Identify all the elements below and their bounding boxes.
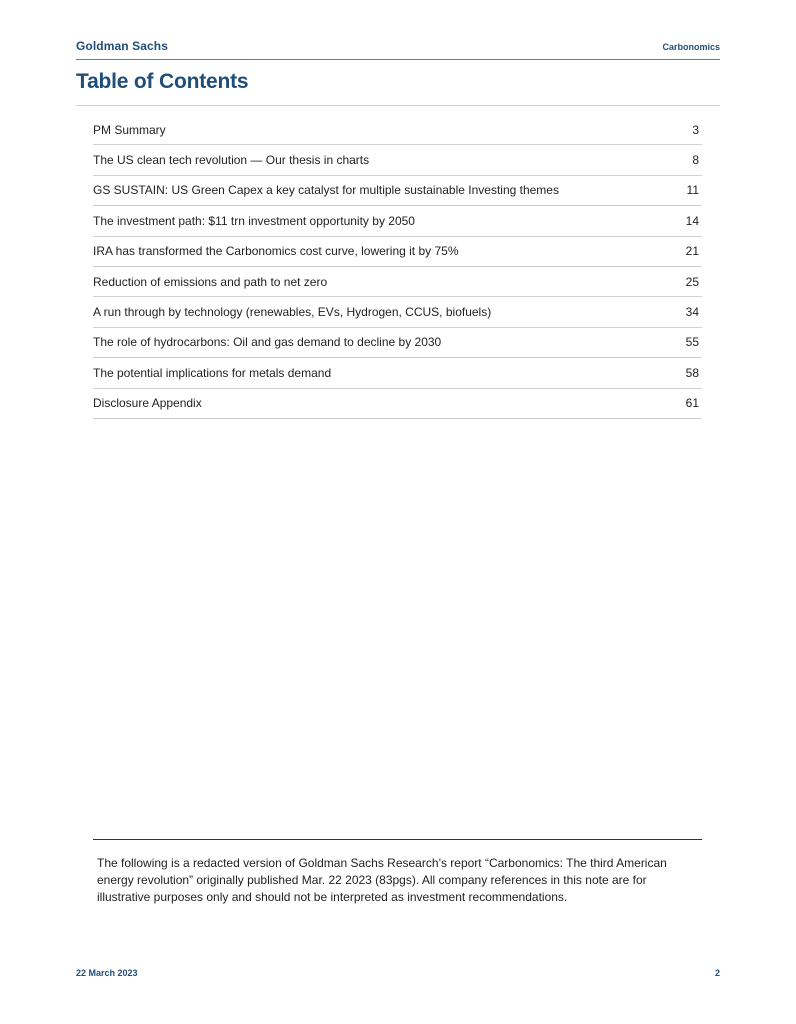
note-divider: [93, 839, 702, 840]
toc-entry-page: 34: [685, 305, 699, 320]
title-divider: [76, 105, 720, 106]
toc-entry-by-technology[interactable]: [93, 297, 702, 327]
toc-entry-label: The potential implications for metals demand: [93, 365, 332, 380]
toc-entry-label: The US clean tech revolution — Our thesis in charts: [93, 153, 370, 168]
toc-entry-page: 58: [685, 365, 699, 380]
toc-entry-page: 3: [692, 122, 699, 137]
toc-entry-metals-demand[interactable]: [93, 358, 702, 388]
header-brand: Goldman Sachs: [76, 39, 168, 53]
toc-entry-pm-summary[interactable]: [93, 115, 702, 145]
toc-list: [93, 115, 702, 419]
toc-entry-ira-cost-curve[interactable]: [93, 237, 702, 267]
toc-entry-label: The investment path: $11 trn investment opportunity by 2050: [93, 213, 415, 228]
toc-entry-page: 8: [692, 153, 699, 168]
toc-entry-gs-sustain[interactable]: [93, 176, 702, 206]
redaction-note: The following is a redacted version of Goldman Sachs Research’s report “Carbonomics: The third American energy revolution” originally published Mar. 22 2023 (83pgs). All company references in this note are for illustrative purposes only and should not be interpreted as investment recommendations.: [97, 856, 667, 904]
toc-entry-page: 11: [686, 183, 699, 198]
toc-entry-label: The role of hydrocarbons: Oil and gas demand to decline by 2030: [93, 335, 442, 350]
toc-entry-label: Disclosure Appendix: [93, 396, 202, 411]
toc-entry-disclosure-appendix[interactable]: [93, 389, 702, 419]
toc-entry-hydrocarbons[interactable]: [93, 328, 702, 358]
toc-entry-label: PM Summary: [93, 122, 166, 137]
toc-entry-page: 14: [685, 213, 699, 228]
toc-entry-page: 25: [685, 274, 699, 289]
toc-entry-emissions-net-zero[interactable]: [93, 267, 702, 297]
toc-entry-page: 21: [685, 244, 699, 259]
page-title: Table of Contents: [76, 70, 249, 93]
toc-entry-label: GS SUSTAIN: US Green Capex a key catalyst for multiple sustainable Investing themes: [93, 183, 559, 198]
header-report-name: Carbonomics: [662, 42, 720, 52]
toc-entry-label: A run through by technology (renewables, EVs, Hydrogen, CCUS, biofuels): [93, 305, 492, 320]
toc-entry-label: Reduction of emissions and path to net zero: [93, 274, 328, 289]
toc-entry-page: 55: [685, 335, 699, 350]
toc-entry-label: IRA has transformed the Carbonomics cost curve, lowering it by 75%: [93, 244, 459, 259]
header-divider: [76, 59, 720, 60]
toc-entry-page: 61: [685, 396, 699, 411]
toc-entry-investment-path[interactable]: [93, 206, 702, 236]
footer-page-number: 2: [714, 968, 720, 978]
toc-entry-thesis-in-charts[interactable]: [93, 145, 702, 175]
footer-date: 22 March 2023: [76, 968, 138, 978]
